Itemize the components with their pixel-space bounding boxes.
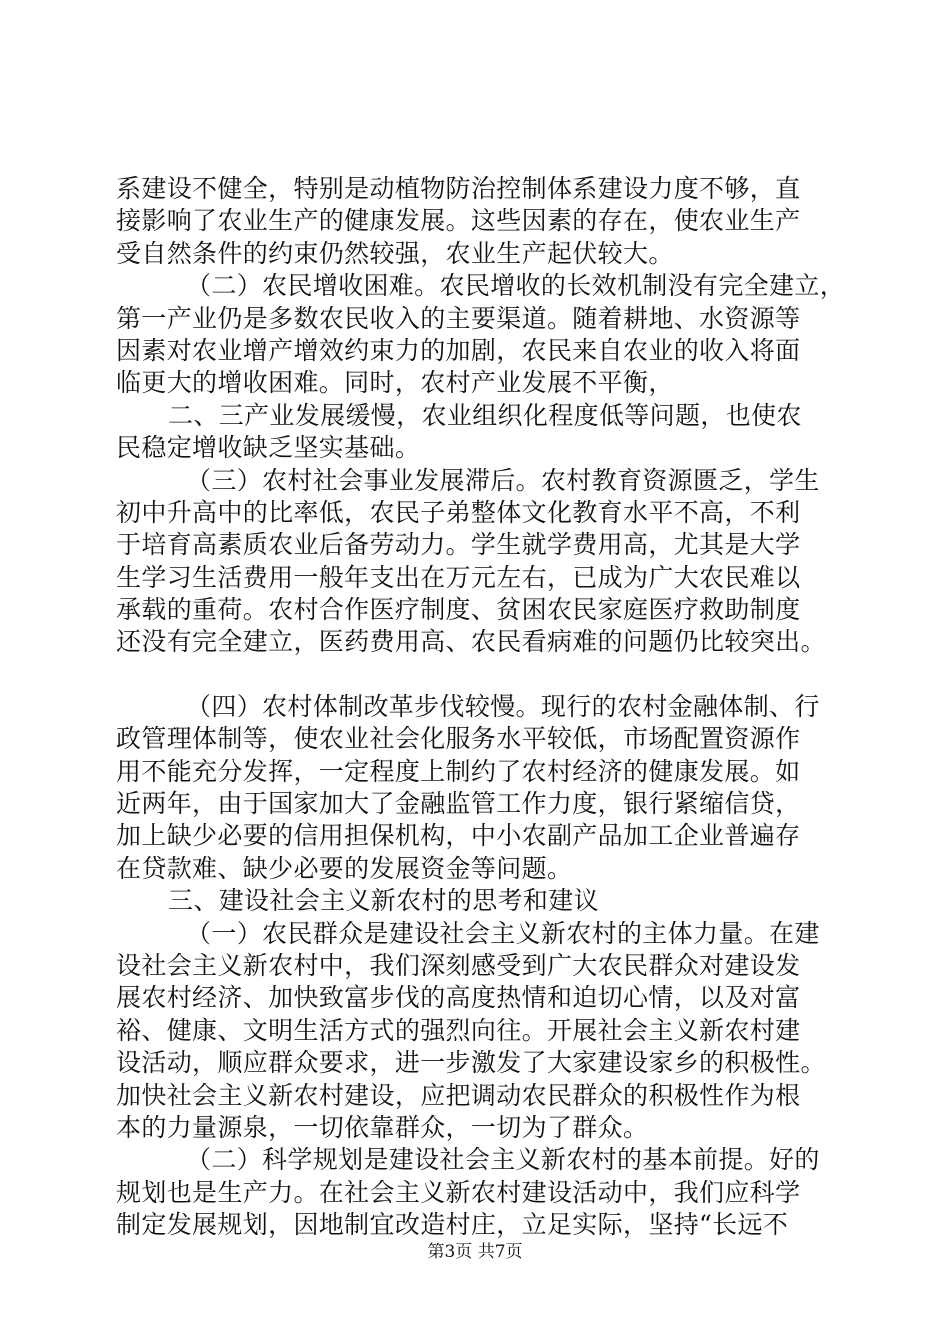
text-line: 制定发展规划，因地制宜改造村庄，立足实际，坚持“长远不	[116, 1210, 789, 1240]
text-line: 设社会主义新农村中，我们深刻感受到广大农民群众对建设发	[116, 950, 801, 980]
text-line: 承载的重荷。农村合作医疗制度、贫困农民家庭医疗救助制度	[116, 595, 801, 625]
text-line: 接影响了农业生产的健康发展。这些因素的存在，使农业生产	[116, 206, 801, 236]
text-line: 政管理体制等，使农业社会化服务水平较低，市场配置资源作	[116, 724, 801, 754]
text-line: 二、三产业发展缓慢，农业组织化程度低等问题，也使农	[168, 400, 802, 430]
document-body	[116, 173, 856, 1242]
text-line: 展农村经济、加快致富步伐的高度热情和迫切心情，以及对富	[116, 983, 801, 1013]
text-line: 裕、健康、文明生活方式的强烈向往。开展社会主义新农村建	[116, 1015, 801, 1045]
text-line: 民稳定增收缺乏坚实基础。	[116, 433, 421, 463]
text-line: 还没有完全建立，医药费用高、农民看病难的问题仍比较突出。	[116, 627, 826, 657]
text-line: 加快社会主义新农村建设，应把调动农民群众的积极性作为根	[116, 1080, 801, 1110]
text-line: 加上缺少必要的信用担保机构，中小农副产品加工企业普遍存	[116, 821, 801, 851]
text-line: 本的力量源泉，一切依靠群众，一切为了群众。	[116, 1112, 649, 1142]
text-line: （二）农民增收困难。农民增收的长效机制没有完全建立，	[186, 271, 846, 301]
page-number-footer: 第3页 共7页	[427, 1242, 523, 1262]
text-line: 生学习生活费用一般年支出在万元左右，已成为广大农民难以	[116, 562, 801, 592]
section-heading: 三、建设社会主义新农村的思考和建议	[168, 886, 599, 916]
text-line: 第一产业仍是多数农民收入的主要渠道。随着耕地、水资源等	[116, 303, 801, 333]
text-line: （四）农村体制改革步伐较慢。现行的农村金融体制、行	[186, 691, 820, 721]
text-line: 受自然条件的约束仍然较强，农业生产起伏较大。	[116, 238, 674, 268]
text-line: （三）农村社会事业发展滞后。农村教育资源匮乏，学生	[186, 465, 820, 495]
text-line: 因素对农业增产增效约束力的加剧，农民来自农业的收入将面	[116, 335, 801, 365]
paragraph-gap	[116, 659, 856, 691]
text-line: 初中升高中的比率低，农民子弟整体文化教育水平不高，不利	[116, 497, 801, 527]
text-line: 系建设不健全，特别是动植物防治控制体系建设力度不够，直	[116, 174, 801, 203]
text-line: 用不能充分发挥，一定程度上制约了农村经济的健康发展。如	[116, 756, 801, 786]
text-line: 于培育高素质农业后备劳动力。学生就学费用高，尤其是大学	[116, 530, 801, 560]
text-line: 近两年，由于国家加大了金融监管工作力度，银行紧缩信贷，	[116, 789, 801, 819]
text-line: （一）农民群众是建设社会主义新农村的主体力量。在建	[186, 918, 820, 948]
text-line: （二）科学规划是建设社会主义新农村的基本前提。好的	[186, 1145, 820, 1175]
text-line: 在贷款难、缺少必要的发展资金等问题。	[116, 853, 573, 883]
text-line: 规划也是生产力。在社会主义新农村建设活动中，我们应科学	[116, 1177, 801, 1207]
text-line: 设活动，顺应群众要求，进一步激发了大家建设家乡的积极性。	[116, 1048, 826, 1078]
text-line: 临更大的增收困难。同时，农村产业发展不平衡，	[116, 368, 674, 398]
